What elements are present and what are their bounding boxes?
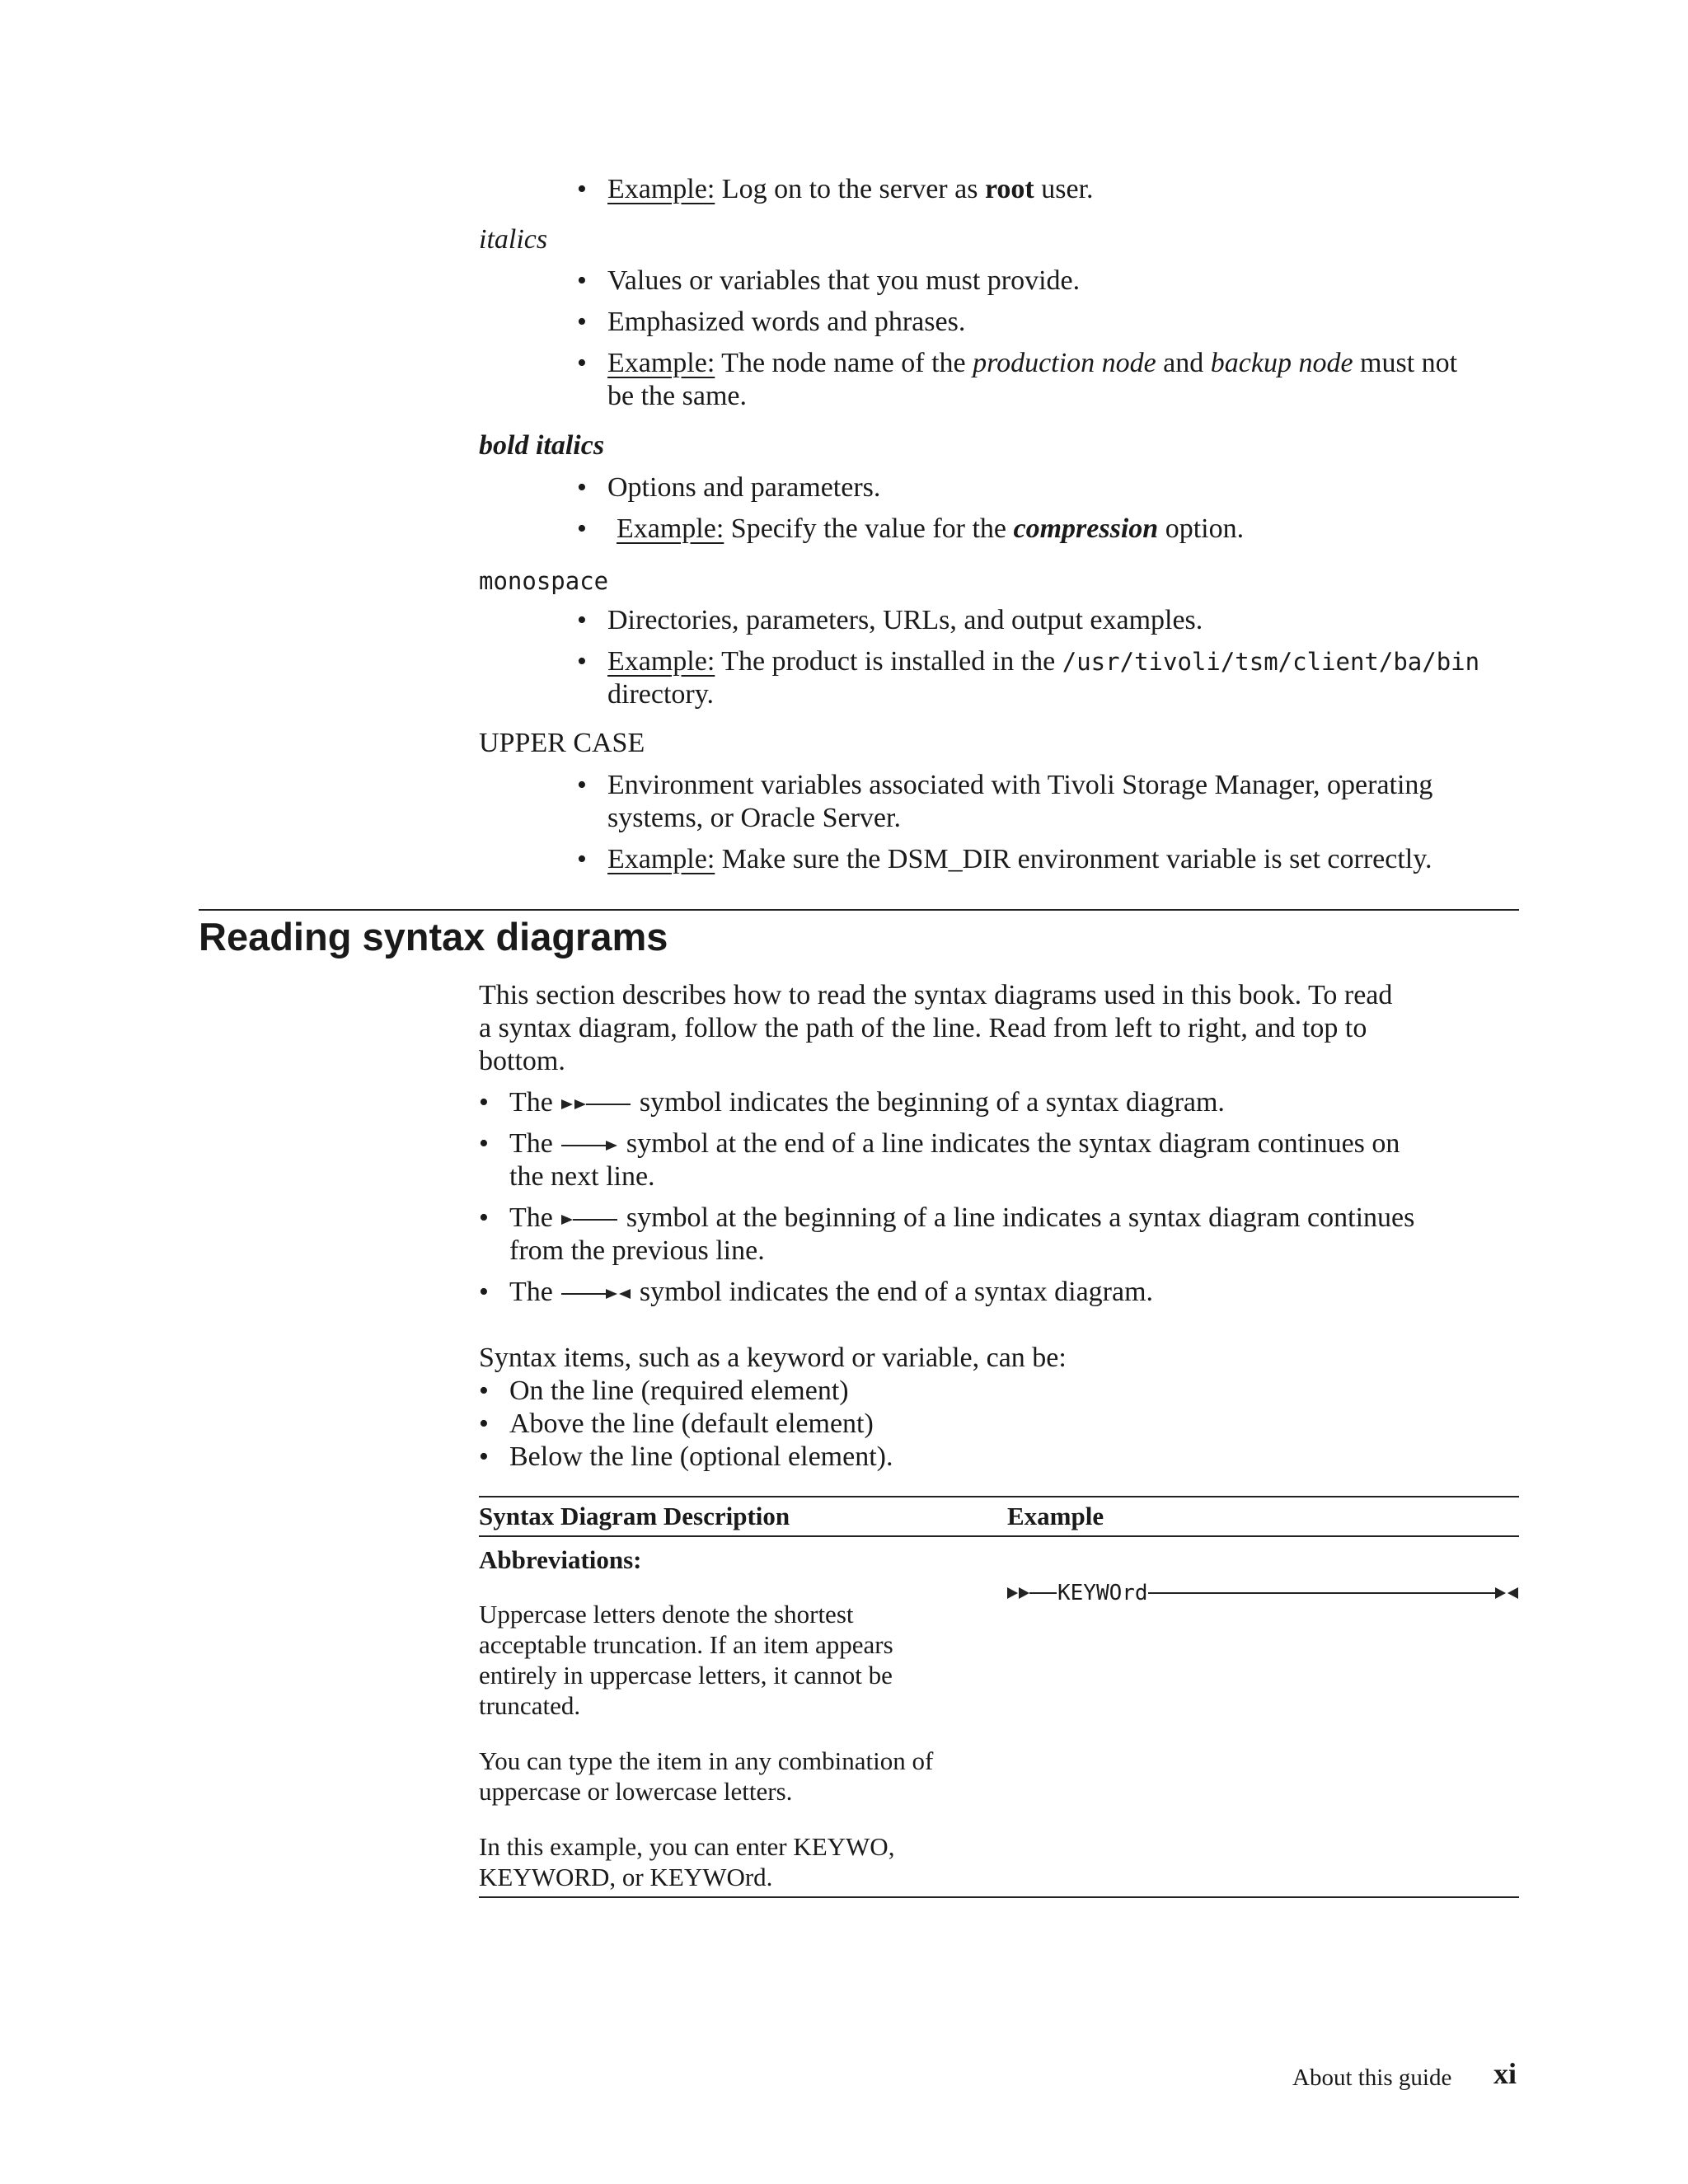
description-paragraph: You can type the item in any combination of uppercase or lowercase letters. — [479, 1746, 934, 1806]
table-header-example: Example — [1007, 1502, 1104, 1530]
section-title: Reading syntax diagrams — [199, 915, 668, 958]
term-italics: italics — [479, 224, 548, 255]
term-monospace: monospace — [479, 567, 609, 595]
example-label: Example: — [607, 174, 715, 204]
term-upper-case: UPPER CASE — [479, 728, 645, 758]
bullet: • — [577, 174, 587, 204]
example-label: Example: — [607, 348, 715, 378]
example-label: Example: — [617, 513, 724, 544]
items-intro: Syntax items, such as a keyword or variable, can be: — [479, 1343, 1067, 1373]
description-paragraph: Uppercase letters denote the shortest acceptable truncation. If an item appears entirely in uppercase letters, it cannot be truncated. — [479, 1600, 893, 1720]
table-top-rule — [479, 1496, 1519, 1497]
bold-word: root — [984, 174, 1034, 204]
intro-line: bottom. — [479, 1046, 565, 1076]
example-label: Example: — [607, 844, 715, 874]
table-header-description: Syntax Diagram Description — [479, 1502, 790, 1530]
row-title: Abbreviations: — [479, 1545, 642, 1574]
intro-line: a syntax diagram, follow the path of the line. Read from left to right, and top to — [479, 1013, 1367, 1043]
from-previous-line-icon — [560, 1212, 619, 1228]
syntax-diagram-example — [1007, 1581, 1520, 1605]
example-text: Log on to the server as — [715, 174, 985, 204]
end-diagram-icon — [560, 1286, 632, 1302]
table-header-rule — [479, 1535, 1519, 1537]
description-paragraph: In this example, you can enter KEYWO, KEYWORD, or KEYWOrd. — [479, 1832, 895, 1891]
intro-line: This section describes how to read the syntax diagrams used in this book. To read — [479, 980, 1393, 1010]
page-number: xi — [1493, 2057, 1517, 2090]
footer-label: About this guide — [1292, 2064, 1452, 2091]
continue-arrow-icon — [560, 1137, 619, 1154]
example-label: Example: — [607, 646, 715, 677]
example-text-end: user. — [1034, 174, 1094, 204]
keyword: KEYWOrd — [1057, 1577, 1148, 1610]
term-bold-italics: bold italics — [479, 430, 605, 461]
begin-diagram-icon — [560, 1096, 632, 1113]
section-rule — [199, 909, 1519, 911]
table-bottom-rule — [479, 1896, 1519, 1898]
